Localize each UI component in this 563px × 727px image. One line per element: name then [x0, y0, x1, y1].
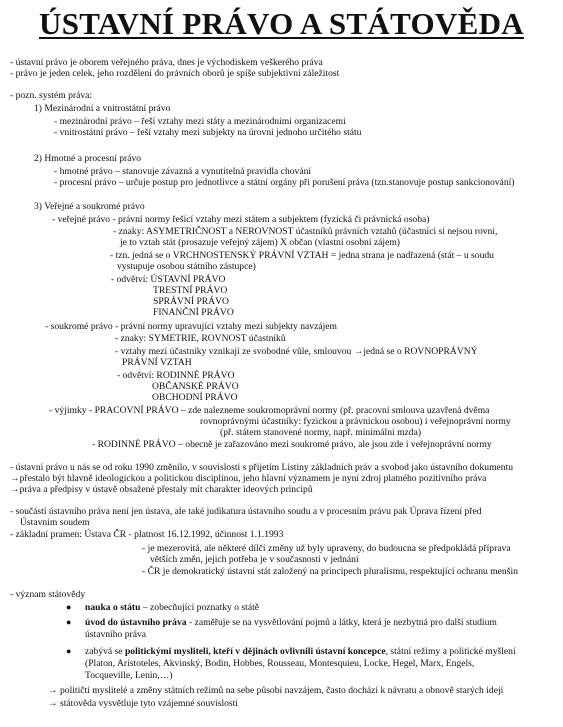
private-branch-2: OBČANSKÉ PRÁVO — [152, 381, 239, 392]
constitution-line: - základní pramen: Ústava ČR - platnost 16.12.1992, účinnost 1.1.1993 — [10, 529, 284, 540]
bullet-icon: ● — [66, 646, 72, 656]
bullet-3-cont-1: (Platon, Aristoteles, Akvinský, Bodin, Hobbes, Rousseau, Montesquieu, Locke, Hegel, Marx, Engels, — [85, 658, 475, 669]
paragraph-1-line-2: →přestalo být hlavně ideologickou a politickou disciplínou, jeho hlavní významem je nyní zdroj platného pozitivního práva — [10, 473, 487, 484]
section-2-line-1: - hmotné právo – stanovuje závazná a vynutitelná pravidla chování — [54, 166, 312, 177]
private-relation-line-1: - vztahy mezi účastníky vznikají ze svobodné vůle, smlouvou →jedná se o ROVNOPRÁVNÝ — [115, 346, 478, 357]
public-law-line: - veřejné právo - právní normy řešící vztahy mezi státem a subjektem (fyzická či právnická osoba) — [52, 214, 430, 225]
private-traits-line: - znaky: SYMETRIE, ROVNOST účastníků — [115, 333, 286, 344]
paragraph-2-line-2: Ústavním soudem — [20, 517, 90, 528]
paragraph-1-line-1: - ústavní právo u nás se od roku 1990 změnilo, v souvislosti s přijetím Listiny základních práv a svobod jako ústavního dokumentu — [10, 462, 514, 473]
bullet-1 — [85, 602, 259, 613]
bullet-3-text-a: zabývá se — [85, 646, 125, 657]
private-branch-1: - odvětví: RODINNÉ PRÁVO — [117, 370, 235, 381]
bullet-1-bold: nauka o státu — [85, 602, 141, 613]
public-branch-4: FINANČNÍ PRÁVO — [153, 307, 234, 318]
intro-line-2: - právo je jeden celek, jeho rozdělení do právních oborů je spíše subjektivní záležitost — [10, 68, 340, 79]
section-1-line-2: - vnitrostátní právo – řeší vztahy mezi subjekty na úrovni jednoho určitého státu — [54, 127, 362, 138]
intro-line-1: - ústavní právo je oborem veřejného práva, dnes je východiskem veškerého práva — [10, 57, 323, 68]
exceptions-line-1: - výjimky - PRACOVNÍ PRÁVO – zde nalezneme soukromoprávní normy (př. pracovní smlouva uzavřená dvěma — [49, 405, 490, 416]
constitution-note-3: - ČR je demokratický ústavní stát založený na principech pluralismu, respektující ochranu menšin — [142, 566, 518, 577]
bullet-1-text: – zobecňující poznatky o státě — [140, 602, 260, 613]
public-relation-line-1: - tzn. jedná se o VRCHNOSTENSKÝ PRÁVNÍ VZTAH = jedna strana je nadřazená (stát – u soudu — [110, 250, 494, 261]
public-branch-3: SPRÁVNÍ PRÁVO — [153, 296, 229, 307]
bullet-3-bold: politickými mysliteli, kteří v dějinách ovlivnili ústavní koncepce — [124, 646, 386, 657]
public-relation-line-2: vystupuje osobou státního zástupce) — [117, 261, 256, 272]
constitution-note-1: - je mezerovitá, ale některé dílčí změny už byly upraveny, do budoucna se předpokládá příprava — [142, 543, 511, 554]
private-relation-line-2: PRÁVNÍ VZTAH — [122, 357, 192, 368]
section-1-heading: 1) Mezinárodní a vnitrostátní právo — [34, 103, 171, 114]
exceptions-line-3: (př. státem stanovené normy, např. minimální mzda) — [220, 427, 422, 438]
paragraph-1-line-3: →práva a předpisy v ústavě obsažené přestaly mít charakter ideových principů — [10, 484, 313, 495]
system-heading: - pozn. systém práva: — [10, 90, 93, 101]
bullet-3-text-b: , státní režimy a politické myšlení — [385, 646, 516, 657]
public-branch-1: - odvětví: ÚSTAVNÍ PRÁVO — [111, 274, 226, 285]
arrow-line-1: → političtí myslitelé a změny státních režimů na sebe působí navzájem, často dochází k návratu a obnově starých idejí — [48, 685, 504, 696]
bullet-icon: ● — [66, 602, 72, 612]
public-branch-2: TRESTNÍ PRÁVO — [153, 285, 228, 296]
public-traits-line-1: - znaky: ASYMETRIČNOST a NEROVNOST účastníků právních vztahů (účastníci si nejsou rovni, — [113, 226, 498, 237]
private-law-line: - soukromé právo - právní normy upravující vztahy mezi subjekty navzájem — [45, 321, 337, 332]
bullet-3-cont-2: Tocqueville, Lenin,…) — [85, 670, 173, 681]
private-branch-3: OBCHODNÍ PRÁVO — [152, 392, 238, 403]
public-traits-line-2: je to vztah stát (prosazuje veřejný zájem) X občan (vlastní osobní zájem) — [120, 237, 400, 248]
bullet-3 — [85, 646, 516, 657]
section-1-line-1: - mezinárodní právo – řeší vztahy mezi státy a mezinárodními organizacemi — [54, 116, 346, 127]
bullet-2-cont: ústavního práva — [85, 629, 147, 640]
exceptions-line-2: rovnoprávnými účastníky: fyzickou a právnickou osobou) i veřejnoprávní normy — [200, 416, 511, 427]
section-2-line-2: - procesní právo – určuje postup pro jednotlivce a státní orgány při porušení práva (tzn.stanovuje postup sankcionování) — [54, 177, 515, 188]
bullet-2-bold: úvod do ústavního práva — [85, 617, 187, 628]
page-title: ÚSTAVNÍ PRÁVO A STÁTOVĚDA — [39, 6, 524, 41]
constitution-note-2: větších změn, jejich potřeba je v současnosti v jednání — [150, 554, 359, 565]
section-2-heading: 2) Hmotné a procesní právo — [34, 153, 142, 164]
arrow-line-2: → státověda vysvětluje tyto vzájemné souvislosti — [48, 698, 238, 709]
significance-heading: - význam státovědy — [10, 589, 86, 600]
bullet-2 — [85, 617, 497, 628]
paragraph-2-line-1: - součástí ústavního práva není jen ústava, ale také judikatura ústavního soudu a v procesním právu pak Úprava řízení před — [10, 506, 482, 517]
bullet-2-text: - zaměřuje se na vysvětlování pojmů a látky, která je nezbytná pro další studium — [186, 617, 497, 628]
section-3-heading: 3) Veřejné a soukromé právo — [34, 201, 145, 212]
bullet-icon: ● — [66, 617, 72, 627]
family-law-line: - RODINNÉ PRÁVO – obecně je zařazováno mezi soukromé právo, ale jsou zde i veřejnoprávní normy — [92, 439, 492, 450]
